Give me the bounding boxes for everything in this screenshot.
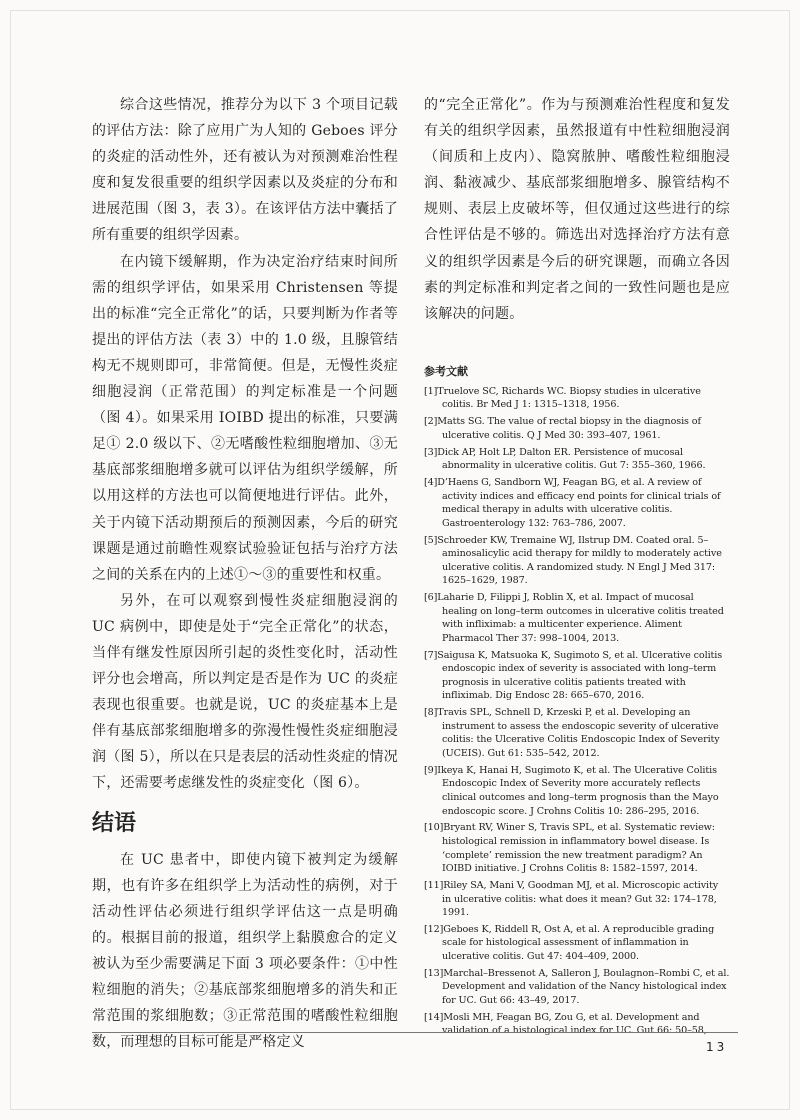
reference-item [424, 415, 730, 442]
reference-text: Riley SA, Mani V, Goodman MJ, et al. Microscopic activity in ulcerative colitis: what does it mean? Gut 32: 174–178, 1991. [442, 879, 719, 919]
reference-text: Schroeder KW, Tremaine WJ, Ilstrup DM. Coated oral. 5–aminosalicylic acid therapy for mildly to moderately active ulcerative colitis. A randomized study. N Engl J Med 317: 1625–1629, 1987. [437, 534, 722, 587]
reference-item [424, 649, 730, 703]
reference-text: Geboes K, Riddell R, Ost A, et al. A reproducible grading scale for histological assessment of inflammation in ulcerative colitis. Gut 47: 404–409, 2000. [442, 923, 715, 963]
body-paragraph-1: 综合这些情况，推荐分为以下 3 个项目记载的评估方法：除了应用广为人知的 Geboes 评分的炎症的活动性外，还有被认为对预测难治性程度和复发很重要的组织学因素以及炎症的分布和进展范围（图 3，表 3）。在该评估方法中囊括了所有重要的组织学因素。 [92, 97, 398, 244]
page-number: 13 [706, 1040, 728, 1054]
reference-text: Travis SPL, Schnell D, Krzeski P, et al. Developing an instrument to assess the endoscopic severity of ulcerative colitis: the Ulcerative Colitis Endoscopic Index of Severity (UCEIS). Gut 61: 535–542, 2012. [437, 707, 720, 759]
reference-number: [9] [424, 764, 438, 776]
footer-rule [92, 1032, 738, 1033]
reference-item [424, 591, 730, 645]
reference-number: [3] [424, 446, 438, 458]
reference-text: Truelove SC, Richards WC. Biopsy studies in ulcerative colitis. Br Med J 1: 1315–1318, 1956. [437, 385, 701, 411]
references-heading: 参考文献 [424, 364, 468, 378]
reference-number: [6] [424, 592, 438, 604]
reference-item [424, 764, 730, 818]
reference-number: [7] [424, 649, 438, 661]
reference-item [424, 446, 730, 473]
reference-text: Dick AP, Holt LP, Dalton ER. Persistence of mucosal abnormality in ulcerative colitis. Gut 7: 355–360, 1966. [437, 446, 706, 472]
reference-number: [14] [424, 1011, 444, 1023]
reference-item [424, 706, 730, 760]
reference-text: D’Haens G, Sandborn WJ, Feagan BG, et al. A review of activity indices and efficacy end points for clinical trials of medical therapy in adults with ulcerative colitis. Gastroenterology 132: 763–786, 2007. [437, 476, 721, 529]
reference-item [424, 476, 730, 530]
reference-text: Marchal–Bressenot A, Salleron J, Boulagnon–Rombi C, et al. Development and validation of the Nancy histological index for UC. Gut 66: 43–49, 2017. [442, 967, 730, 1007]
reference-item [424, 923, 730, 964]
reference-text: Mosli MH, Feagan BG, Zou G, et al. Development and validation of a histological index for UC. Gut 66: 50–58, [442, 1011, 707, 1037]
reference-number: [5] [424, 534, 438, 546]
reference-item [424, 879, 730, 920]
reference-number: [8] [424, 707, 438, 719]
reference-number: [11] [424, 879, 444, 891]
reference-text: Laharie D, Filippi J, Roblin X, et al. Impact of mucosal healing on long–term outcomes in ulcerative colitis treated with infliximab: a multicenter experience. Aliment Pharmacol Ther 37: 998–1004, 2013. [437, 592, 724, 644]
reference-number: [4] [424, 476, 438, 488]
reference-text: Bryant RV, Winer S, Travis SPL, et al. Systematic review: histological remission in inflammatory bowel disease. Is ‘complete’ remission the new treatment paradigm? An IOIBD initiative. J Crohns Colitis 8: 1582–1597, 2014. [442, 822, 715, 875]
reference-text: Matts SG. The value of rectal biopsy in the diagnosis of ulcerative colitis. Q J Med 30: 393–407, 1961. [437, 416, 701, 441]
body-paragraph-2: 在内镜下缓解期，作为决定治疗结束时间所需的组织学评估，如果采用 Christensen 等提出的标准“完全正常化”的话，只要判断为作者等提出的评估方法（表 3）中的 1.0 级，且腺管结构无不规则即可，非常简便。但是，无慢性炎症细胞浸润（正常范围）的判定标准是一个问题（图 4）。如果采用 IOIBD 提出的标准，只要满足① 2.0 级以下、②无嗜酸性粒细胞增加、③无基底部浆细胞增多就可以评估为组织学缓解，所以用这样的方法也可以简便地进行评估。此外，关于内镜下活动期预后的预测因素，今后的研究课题是通过前瞻性观察试验验证包括与治疗方法之间的关系在内的上述①～③的重要性和权重。 [92, 253, 398, 583]
right-column [424, 92, 730, 1041]
reference-item [424, 821, 730, 875]
reference-list [424, 385, 730, 1038]
reference-number: [1] [424, 385, 438, 397]
reference-text: Saigusa K, Matsuoka K, Sugimoto S, et al. Ulcerative colitis endoscopic index of severity is associated with long–term prognosis in ulcerative colitis patients treated with infliximab. Dig Endosc 28: 665–670, 2016. [437, 649, 723, 702]
reference-item [424, 385, 730, 412]
reference-number: [2] [424, 416, 438, 428]
reference-item [424, 967, 730, 1008]
body-paragraph-3: 另外，在可以观察到慢性炎症细胞浸润的 UC 病例中，即使是处于“完全正常化”的状态，当伴有继发性原因所引起的炎性变化时，活动性评分也会增高，所以判定是否是作为 UC 的炎症表现也很重要。也就是说，UC 的炎症基本上是伴有基底部浆细胞增多的弥漫性慢性炎症细胞浸润（图 5），所以在只是表层的活动性炎症的情况下，还需要考虑继发性的炎症变化（图 6）。 [92, 592, 398, 792]
section-title-conclusion: 结语 [92, 810, 137, 836]
left-column [92, 92, 398, 1055]
continuation-paragraph: 的“完全正常化”。作为与预测难治性程度和复发有关的组织学因素，虽然报道有中性粒细胞浸润（间质和上皮内）、隐窝脓肿、嗜酸性粒细胞浸润、黏液减少、基底部浆细胞增多、腺管结构不规则、表层上皮破坏等，但仅通过这些进行的综合性评估是不够的。筛选出对选择治疗方法有意义的组织学因素是今后的研究课题，而确立各因素的判定标准和判定者之间的一致性问题也是应该解决的问题。 [424, 97, 730, 322]
reference-item [424, 534, 730, 588]
reference-text: Ikeya K, Hanai H, Sugimoto K, et al. The Ulcerative Colitis Endoscopic Index of Severity more accurately reflects clinical outcomes and long–term prognosis than the Mayo endoscopic score. J Crohns Colitis 10: 286–295, 2016. [437, 764, 719, 817]
reference-item [424, 1011, 730, 1038]
reference-number: [13] [424, 967, 444, 979]
reference-number: [12] [424, 923, 444, 935]
reference-number: [10] [424, 822, 444, 834]
conclusion-paragraph: 在 UC 患者中，即使内镜下被判定为缓解期，也有许多在组织学上为活动性的病例，对于活动性评估必须进行组织学评估这一点是明确的。根据目前的报道，组织学上黏膜愈合的定义被认为至少需要满足下面 3 项必要条件：①中性粒细胞的消失；②基底部浆细胞增多的消失和正常范围的浆细胞数；③正常范围的嗜酸性粒细胞数，而理想的目标可能是严格定义 [92, 851, 398, 1051]
